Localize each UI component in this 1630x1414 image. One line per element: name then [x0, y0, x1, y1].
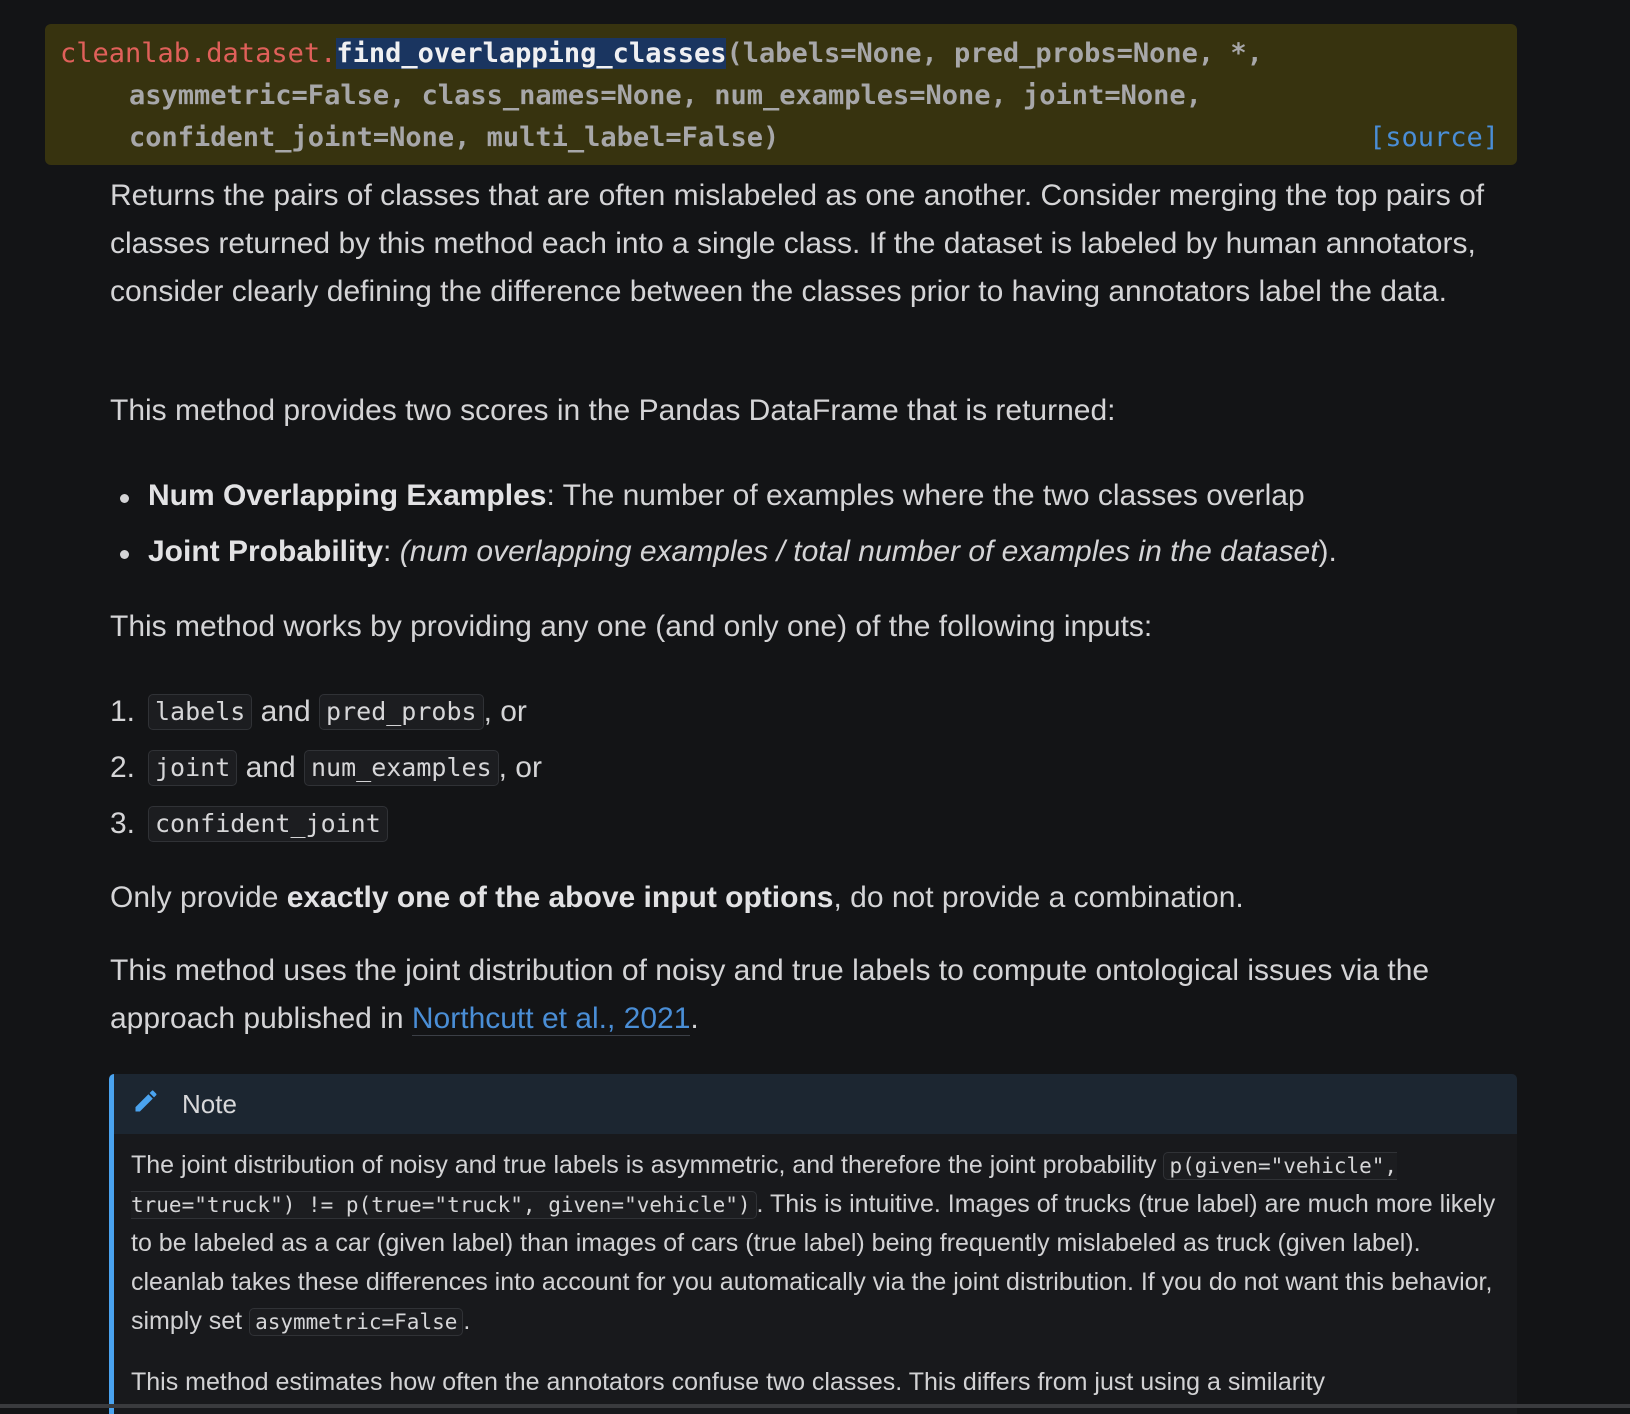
note-paragraph: This method estimates how often the annotators confuse two classes. This differs from just using a similarity [131, 1368, 1326, 1396]
inline-code: confident_joint [148, 806, 388, 842]
signature-params-1: (labels=None, pred_probs=None, *, [726, 38, 1263, 69]
source-link[interactable]: [source] [1368, 122, 1499, 153]
list-item: 3. confident_joint [110, 796, 542, 852]
bullet-text: (num overlapping examples / total number of examples in the dataset [399, 535, 1319, 568]
note-body [114, 1134, 1517, 1402]
signature-params-3: confident_joint=None, multi_label=False) [129, 122, 780, 153]
list-item: Num Overlapping Examples: The number of examples where the two classes overlap [110, 468, 1337, 524]
module-path: cleanlab.dataset. [60, 38, 337, 69]
inputs-intro: This method works by providing any one (and only one) of the following inputs: [110, 610, 1153, 643]
signature-line-1 [60, 34, 1263, 74]
northcutt-paper-link[interactable]: Northcutt et al., 2021 [411, 1002, 691, 1035]
list-item: 1. labels and pred_probs , or [110, 695, 527, 728]
function-name: find_overlapping_classes [336, 38, 727, 69]
bullet-text: The number of examples where the two classes overlap [562, 479, 1305, 512]
signature-params-2: asymmetric=False, class_names=None, num_examples=None, joint=None, [129, 80, 1202, 111]
bullet-term: Num Overlapping Examples [148, 479, 547, 512]
inline-code: joint [148, 750, 237, 786]
inline-code: num_examples [304, 750, 499, 786]
exactly-one-paragraph: Only provide exactly one of the above input options, do not provide a combination. [110, 881, 1244, 914]
inline-code: p(given="vehicle", true="truck") != p(true="truck", given="vehicle") [131, 1154, 1398, 1217]
horizontal-scrollbar[interactable] [0, 1404, 1630, 1408]
note-admonition [109, 1074, 1517, 1414]
method-paragraph: This method uses the joint distribution of noisy and true labels to compute ontological issues via the approach published in Northcutt et al., 2021. [110, 954, 1430, 1035]
inline-code: pred_probs [319, 694, 484, 730]
scores-intro: This method provides two scores in the Pandas DataFrame that is returned: [110, 394, 1116, 427]
bullet-term: Joint Probability [148, 535, 384, 568]
note-title: Note [182, 1088, 237, 1119]
note-header [114, 1074, 1517, 1134]
list-item: 2. joint and num_examples , or [110, 751, 542, 784]
inputs-list [110, 684, 542, 852]
inline-code: asymmetric=False [249, 1308, 463, 1336]
pencil-icon [132, 1087, 182, 1122]
inline-code: labels [148, 694, 252, 730]
description-paragraph: Returns the pairs of classes that are often mislabeled as one another. Consider merging the top pairs of classes returned by this method each into a single class. If the dataset is labeled by human annotators, consider clearly defining the difference between the classes prior to having annotators label the data. [110, 179, 1485, 308]
list-item: Joint Probability: (num overlapping examples / total number of examples in the dataset). [110, 524, 1337, 580]
scores-list [110, 468, 1337, 580]
function-signature [45, 24, 1517, 165]
note-paragraph: The joint distribution of noisy and true labels is asymmetric, and therefore the joint probability p(given="vehicle", true="truck") != p(true="truck", given="vehicle") . This is intuitive. Images of trucks (true label) are much more likely to be labeled as a car (given label) than images of cars (true label) being frequently mislabeled as truck (given label). cleanlab takes these differences into account for you automatically via the joint distribution. If you do not want this behavior, simply set asymmetric=False . [131, 1151, 1496, 1335]
